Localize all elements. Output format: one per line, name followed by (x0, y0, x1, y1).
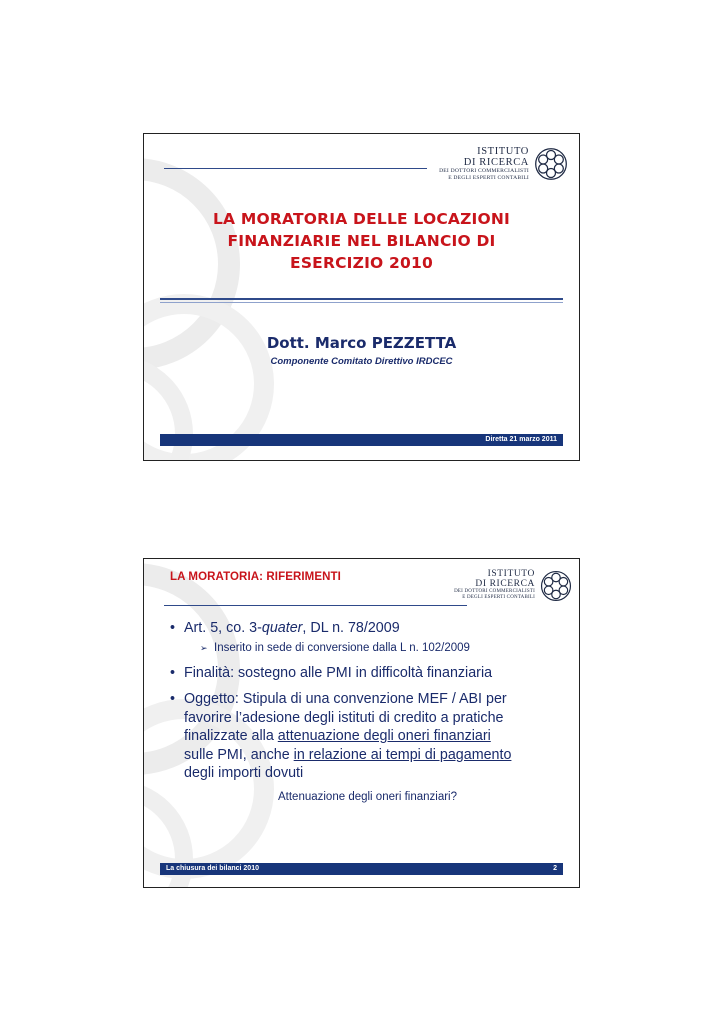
bullet-2-text: Finalità: sostegno alle PMI in difficoltà finanziaria (184, 664, 493, 681)
title-line-1: LA MORATORIA DELLE LOCAZIONI (212, 210, 511, 228)
underlined-phrase: in relazione ai tempi di pagamento (293, 746, 512, 763)
header-rule (164, 605, 467, 606)
title-line-3: ESERCIZIO 2010 (290, 254, 433, 272)
bullet-3-line-3 (184, 727, 567, 746)
sub-bullet-text: Inserito in sede di conversione dalla L n. 102/2009 (214, 641, 470, 654)
arrow-bullet-icon: ➢ (200, 642, 208, 653)
header-rule (164, 168, 427, 169)
slide-2-title: LA MORATORIA: RIFERIMENTI (170, 571, 341, 583)
section-divider-light (160, 302, 563, 303)
bullet-dot-icon: • (170, 664, 176, 681)
bullet-3-line-1: Oggetto: Stipula di una convenzione MEF / ABI per (184, 691, 507, 707)
logo-line-4: E DEGLI ESPERTI CONTABILI (448, 175, 529, 181)
bullet-3-line-3-pre: finalizzate alla (184, 728, 278, 744)
bullet-3-line-4-pre: sulle PMI, anche (184, 746, 294, 763)
logo-line-2: DI RICERCA (475, 579, 535, 589)
bullet-dot-icon: • (170, 691, 176, 707)
sub-bullet-item (184, 641, 567, 656)
slide-1-title (162, 208, 561, 274)
bullet-1-post: , DL n. 78/2009 (302, 620, 400, 636)
page-number: 2 (553, 865, 557, 872)
author-role: Componente Comitato Direttivo IRDCEC (270, 356, 453, 367)
logo-rings-icon (533, 146, 569, 182)
underlined-phrase: attenuazione degli oneri finanziari (277, 728, 491, 744)
slide-1-footer: Diretta 21 marzo 2011 (160, 434, 563, 446)
logo-line-3: DEI DOTTORI COMMERCIALISTI (454, 589, 535, 594)
logo-line-2: DI RICERCA (463, 157, 529, 168)
footer-title: La chiusura dei bilanci 2010 (166, 865, 259, 872)
logo-line-4: E DEGLI ESPERTI CONTABILI (462, 595, 535, 600)
author-name: Dott. Marco PEZZETTA (266, 334, 457, 352)
section-divider (160, 298, 563, 300)
slide-1 (143, 133, 580, 461)
question-note: Attenuazione degli oneri finanziari? (277, 790, 457, 803)
logo-line-1: ISTITUTO (487, 569, 535, 579)
institute-logo (454, 569, 573, 603)
logo-line-3: DEI DOTTORI COMMERCIALISTI (439, 168, 529, 174)
bullet-1-pre: Art. 5, co. 3- (184, 620, 262, 636)
bullet-3-line-4 (184, 746, 567, 765)
bullet-item (168, 664, 567, 683)
slide-2-footer (160, 863, 563, 875)
bullet-1-italic: quater (261, 620, 303, 636)
slide-2-content (168, 619, 567, 803)
bullet-item (168, 619, 567, 656)
bullet-item (168, 690, 567, 783)
logo-rings-icon (539, 569, 573, 603)
institute-logo (439, 146, 569, 182)
bullet-3-line-2: favorire l’adesione degli istituti di credito a pratiche (184, 709, 504, 726)
bullet-3-line-5: degli importi dovuti (184, 765, 304, 781)
logo-line-1: ISTITUTO (477, 146, 529, 157)
title-line-2: FINANZIARIE NEL BILANCIO DI (227, 232, 496, 250)
bullet-dot-icon: • (170, 620, 176, 636)
slide-2 (143, 558, 580, 888)
